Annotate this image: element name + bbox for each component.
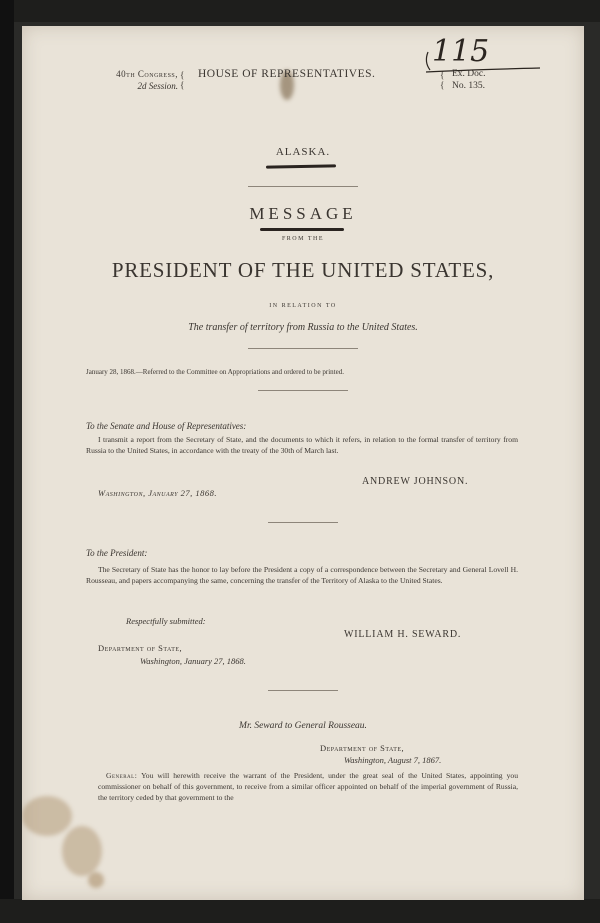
ink-underline (260, 228, 344, 231)
left-brace: { { (180, 70, 185, 90)
letter3-salutation: General: (106, 771, 138, 780)
congress-session-block (82, 68, 178, 92)
from-the-label: FROM THE (281, 236, 325, 242)
handwritten-number: 115 (432, 34, 490, 69)
doc-number-label: No. 135. (452, 81, 485, 91)
ink-underline (266, 164, 336, 168)
letter2-department-block (98, 642, 246, 668)
letter2-closing: Respectfully submitted: (126, 616, 206, 626)
letter2-dateline: Washington, January 27, 1868. (140, 656, 246, 666)
session-label: 2d Session. (137, 81, 178, 91)
house-heading: HOUSE OF REPRESENTATIVES. (198, 68, 376, 80)
president-heading: PRESIDENT OF THE UNITED STATES, (111, 258, 495, 282)
letter2-department: Department of State, (98, 643, 183, 653)
letter3-body (98, 770, 518, 803)
letter2-signature: WILLIAM H. SEWARD. (344, 629, 462, 640)
stain-mark (22, 796, 72, 836)
letter1-body: I transmit a report from the Secretary of State, and the documents to which it refers, in relation to the formal transfer of territory from Russia to the United States, in accordance with the treaty of the 30th of March last. (86, 435, 518, 455)
letter1-signature: ANDREW JOHNSON. (362, 476, 469, 487)
letter2-body: The Secretary of State has the honor to lay before the President a copy of a correspondence between the Secretary and General Lovell H. Rousseau, and papers accompanying the same, concerning the transfer of the Territory of Alaska to the United States. (86, 565, 518, 585)
right-brace: { { (440, 70, 445, 90)
scan-background-left (0, 0, 14, 923)
letter3-dateline: Washington, August 7, 1867. (344, 755, 442, 765)
scan-background-bottom (0, 899, 600, 923)
letter3-department-block (320, 742, 441, 766)
divider-rule (248, 186, 358, 187)
letter3-subheading: Mr. Seward to General Rousseau. (239, 721, 367, 731)
letter3-body-text: You will herewith receive the warrant of the President, under the great seal of the United States, appointing you commissioner on behalf of this government, to receive from a similar officer appointed on behalf of the imperial government of Russia, the territory ceded by that government to the (98, 771, 518, 802)
stain-mark (62, 826, 102, 876)
topic-heading: ALASKA. (275, 146, 331, 158)
letter2-addressee: To the President: (86, 548, 148, 558)
document-page (22, 26, 584, 900)
letter1-dateline: Washington, January 27, 1868. (98, 488, 218, 498)
in-relation-label: IN RELATION TO (269, 303, 337, 309)
message-heading: MESSAGE (249, 204, 357, 223)
stain-mark (88, 872, 104, 888)
divider-rule (268, 690, 338, 691)
scan-background-top (0, 0, 600, 22)
referral-note: January 28, 1868.—Referred to the Committee on Appropriations and ordered to be printed. (86, 368, 344, 376)
document-number-block (452, 68, 486, 92)
congress-label: 40th Congress, (116, 69, 178, 79)
divider-rule (268, 522, 338, 523)
divider-rule (248, 348, 358, 349)
letter3-department: Department of State, (320, 743, 405, 753)
doc-type-label: Ex. Doc. (452, 69, 486, 79)
subject-line: The transfer of territory from Russia to the United States. (188, 322, 418, 333)
divider-rule (258, 390, 348, 391)
letter1-addressee: To the Senate and House of Representatives: (86, 421, 247, 431)
